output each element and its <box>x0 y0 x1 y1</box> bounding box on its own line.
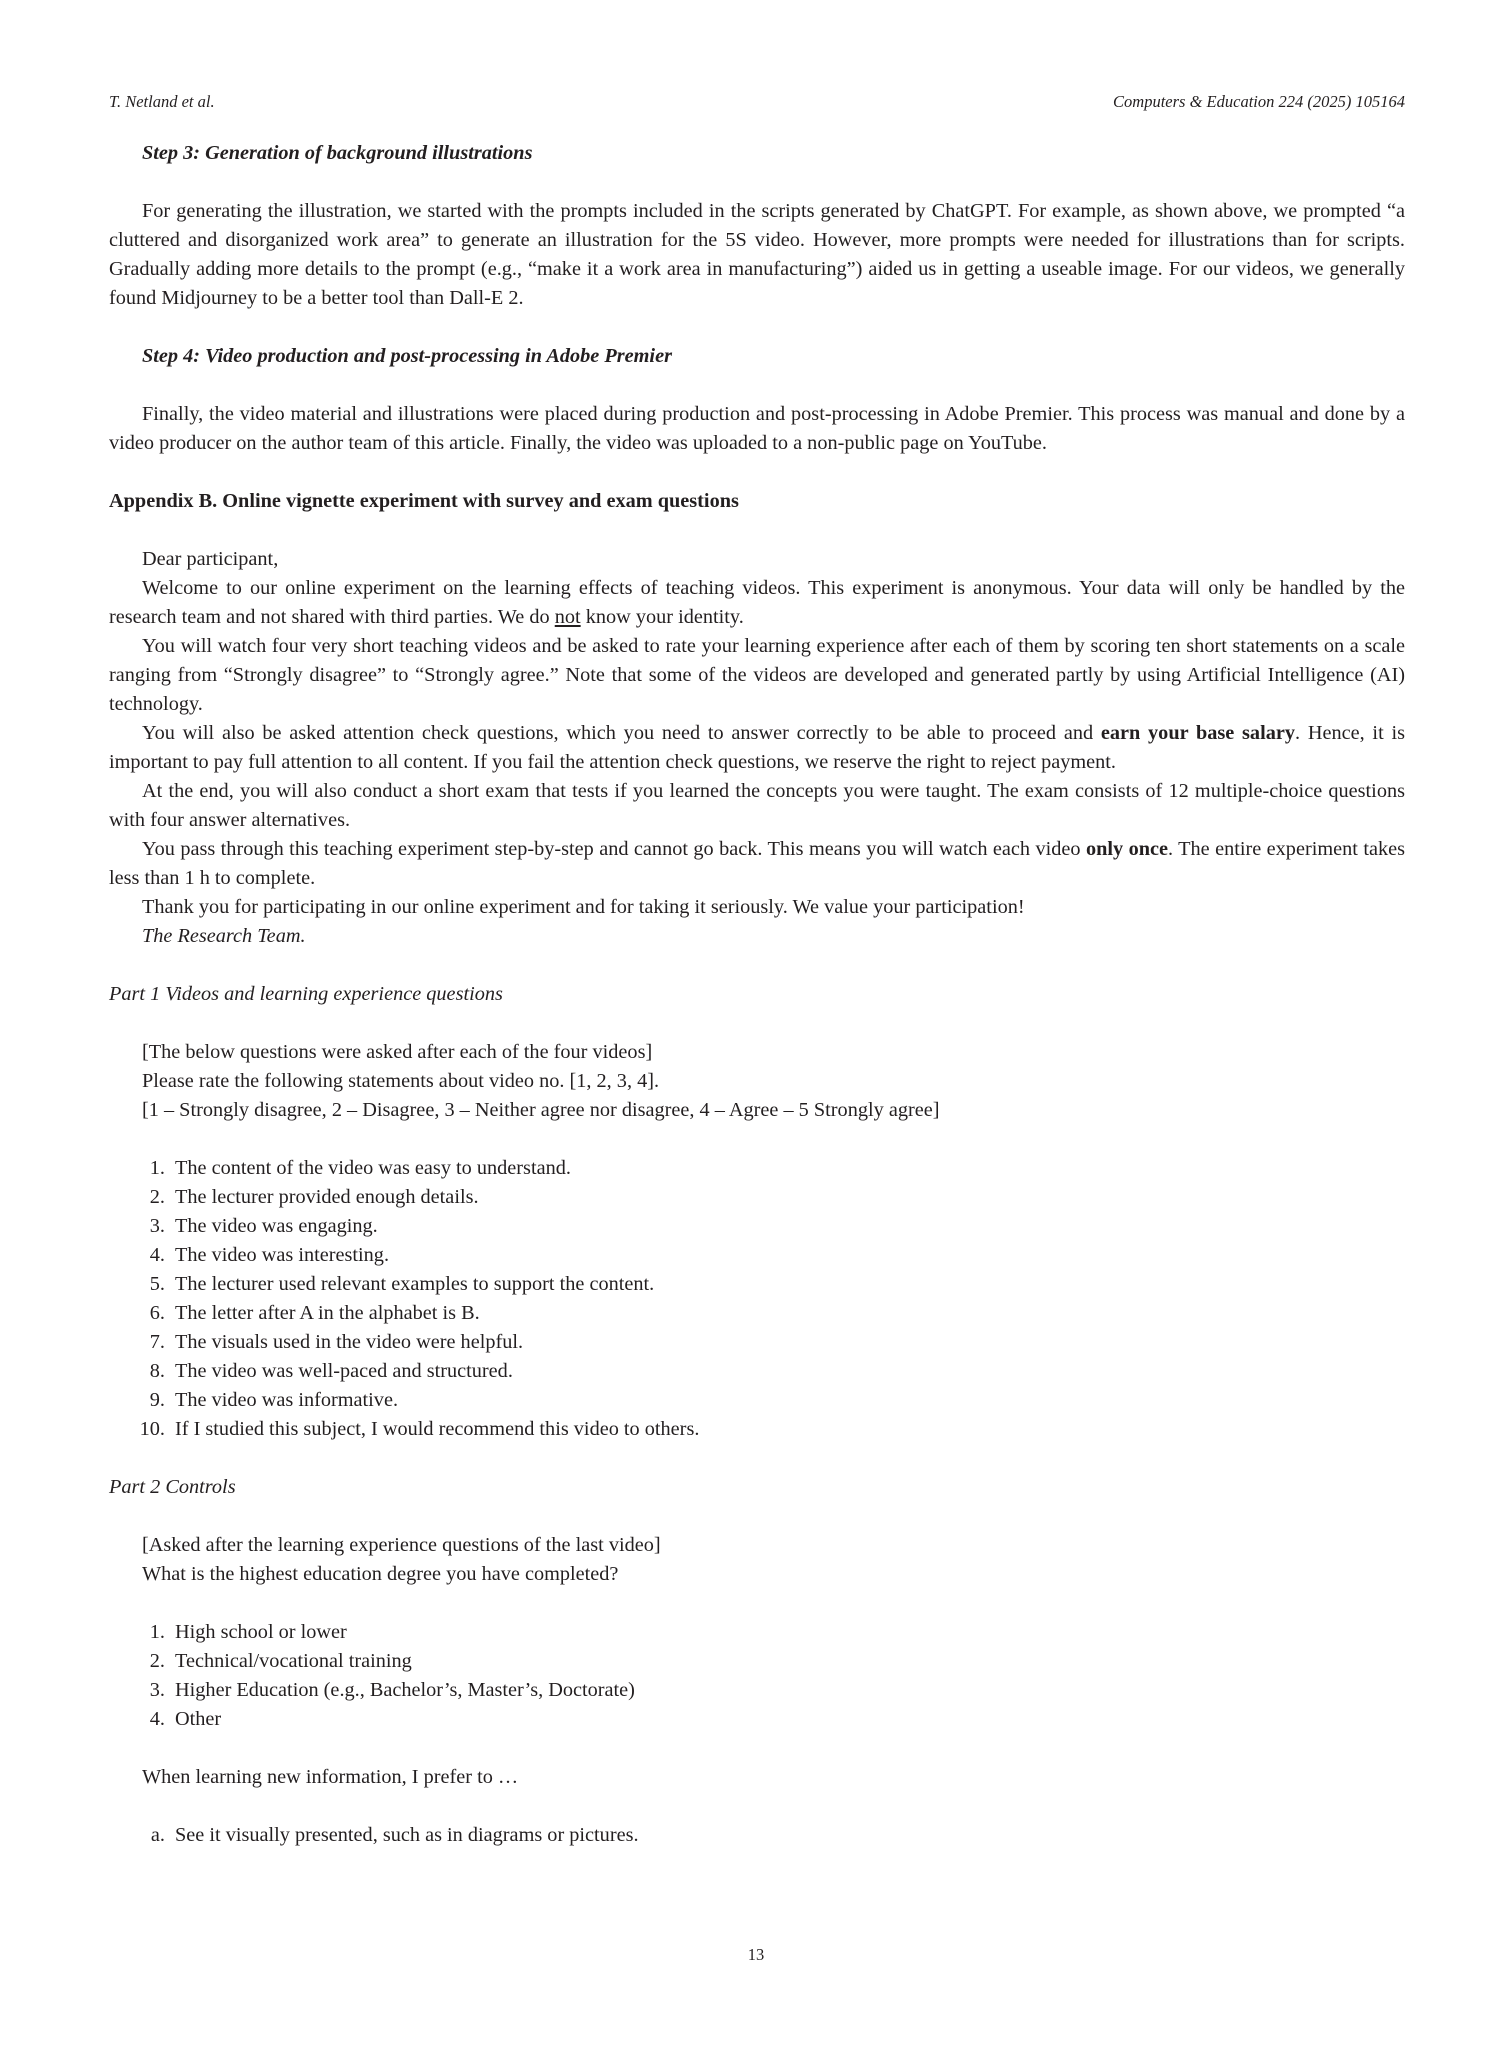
list-item: 6. The letter after A in the alphabet is B. <box>149 1302 480 1324</box>
appendix-title: Appendix B. Online vignette experiment with survey and exam questions <box>109 490 739 512</box>
list-item: 3. The video was engaging. <box>149 1215 378 1237</box>
bold-phrase: earn your base salary <box>1100 722 1295 744</box>
list-item: 8. The video was well-paced and structured. <box>149 1360 513 1382</box>
letter-paragraph-6: Thank you for participating in our online experiment and for taking it seriously. We value your participation! <box>142 896 1025 918</box>
letter-paragraph-5: You pass through this teaching experiment step-by-step and cannot go back. This means you will watch each video only once. The entire experiment takes less than 1 h to complete. <box>109 838 1405 889</box>
list-item: 7. The visuals used in the video were helpful. <box>149 1331 524 1353</box>
list-item: 4. The video was interesting. <box>149 1244 390 1266</box>
page-number: 13 <box>747 1945 765 1964</box>
step3-title: Step 3: Generation of background illustrations <box>142 142 533 164</box>
step3-paragraph: For generating the illustration, we started with the prompts included in the scripts generated by ChatGPT. For example, as shown above, we prompted “a cluttered and disorganized work area” to generate an illustration for the 5S video. However, more prompts were needed for illustrations than for scripts. Gradually adding more details to the prompt (e.g., “make it a work area in manufacturing”) aided us in getting a useable image. For our videos, we generally found Midjourney to be a better tool than Dall-E 2. <box>109 200 1405 309</box>
running-header-journal: Computers & Education 224 (2025) 105164 <box>1113 92 1405 111</box>
part2-intro-2: What is the highest education degree you have completed? <box>142 1563 619 1585</box>
running-header-authors: T. Netland et al. <box>109 92 215 111</box>
part2-question-2: When learning new information, I prefer to … <box>142 1766 519 1788</box>
list-item: a. See it visually presented, such as in diagrams or pictures. <box>150 1824 639 1846</box>
list-item: 3. Higher Education (e.g., Bachelor’s, Master’s, Doctorate) <box>149 1679 635 1701</box>
step4-title: Step 4: Video production and post-processing in Adobe Premier <box>142 345 672 367</box>
underlined-not: not <box>554 606 581 628</box>
learning-preference-list <box>109 1821 1405 1850</box>
part1-title: Part 1 Videos and learning experience questions <box>109 983 503 1005</box>
list-item: 2. Technical/vocational training <box>149 1650 412 1672</box>
part1-intro-1: [The below questions were asked after each of the four videos] <box>142 1041 653 1063</box>
list-item: 1. High school or lower <box>149 1621 347 1643</box>
list-item: 10. If I studied this subject, I would recommend this video to others. <box>139 1418 700 1440</box>
part1-scale: [1 – Strongly disagree, 2 – Disagree, 3 – Neither agree nor disagree, 4 – Agree – 5 Strongly agree] <box>142 1099 940 1121</box>
part1-intro-2: Please rate the following statements about video no. [1, 2, 3, 4]. <box>142 1070 660 1092</box>
bold-phrase: only once <box>1085 838 1168 860</box>
page-body <box>109 139 1405 1879</box>
letter-greeting: Dear participant, <box>142 548 279 570</box>
part2-intro-1: [Asked after the learning experience questions of the last video] <box>142 1534 661 1556</box>
list-item: 9. The video was informative. <box>149 1389 399 1411</box>
step4-paragraph: Finally, the video material and illustrations were placed during production and post-processing in Adobe Premier. This process was manual and done by a video producer on the author team of this article. Finally, the video was uploaded to a non-public page on YouTube. <box>109 403 1405 454</box>
list-item: 1. The content of the video was easy to understand. <box>149 1157 571 1179</box>
letter-paragraph-2: You will watch four very short teaching videos and be asked to rate your learning experience after each of them by scoring ten short statements on a scale ranging from “Strongly disagree” to “Strongly agree.” Note that some of the videos are developed and generated partly by using Artificial Intelligence (AI) technology. <box>109 635 1405 715</box>
list-item: 5. The lecturer used relevant examples to support the content. <box>149 1273 655 1295</box>
education-options-list <box>109 1618 1405 1734</box>
letter-paragraph-1: Welcome to our online experiment on the learning effects of teaching videos. This experiment is anonymous. Your data will only be handled by the research team and not shared with third parties. We do not know your identity. <box>109 577 1405 628</box>
letter-signoff: The Research Team. <box>142 925 306 947</box>
part2-title: Part 2 Controls <box>109 1476 236 1498</box>
letter-paragraph-3: You will also be asked attention check questions, which you need to answer correctly to be able to proceed and earn your base salary. Hence, it is important to pay full attention to all content. If you fail the attention check questions, we reserve the right to reject payment. <box>109 722 1405 773</box>
part1-statement-list <box>109 1154 1405 1444</box>
letter-paragraph-4: At the end, you will also conduct a short exam that tests if you learned the concepts you were taught. The exam consists of 12 multiple-choice questions with four answer alternatives. <box>109 780 1405 831</box>
list-item: 4. Other <box>149 1708 222 1730</box>
list-item: 2. The lecturer provided enough details. <box>149 1186 479 1208</box>
